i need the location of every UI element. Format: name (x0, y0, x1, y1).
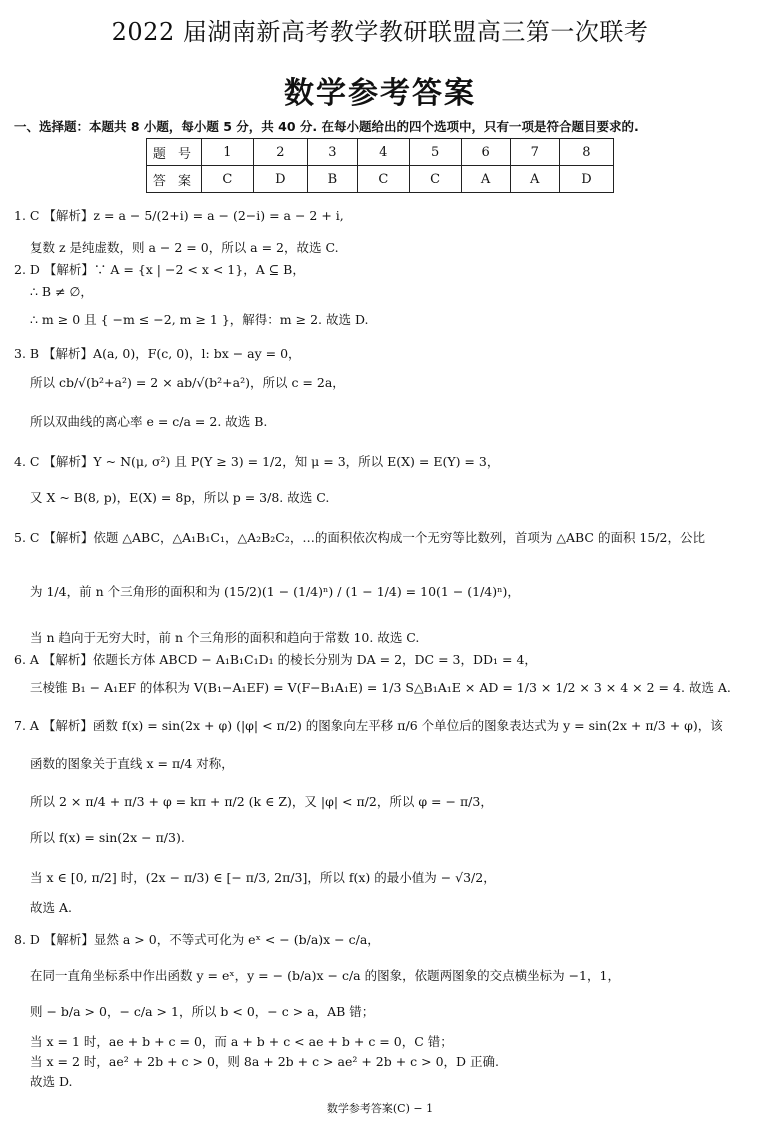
solution-line: 在同一直角坐标系中作出函数 y = eˣ，y = − (b/a)x − c/a 的图象，依题两图象的交点横坐标为 −1，1， (30, 968, 620, 983)
solution-line: 三棱锥 B₁ − A₁EF 的体积为 V(B₁−A₁EF) = V(F−B₁A₁E) = 1/3 S△B₁A₁E × AD = 1/3 × 1/2 × 3 × 4 × 2 = 4. 故选 A. (30, 680, 731, 695)
table-cell: D (253, 166, 307, 193)
table-cell: 6 (461, 139, 510, 166)
solution-line: 7. A 【解析】函数 f(x) = sin(2x + φ) (|φ| < π/2) 的图象向左平移 π/6 个单位后的图象表达式为 y = sin(2x + π/3 + φ)，该 (14, 718, 723, 733)
solution-line: 当 x = 1 时，ae + b + c = 0，而 a + b + c < ae + b + c = 0，C 错； (30, 1034, 453, 1049)
table-cell: 1 (202, 139, 254, 166)
solution-line: 故选 A. (30, 900, 72, 915)
table-cell: 4 (357, 139, 409, 166)
row-label-number: 题 号 (147, 139, 202, 166)
solution-line: 所以双曲线的离心率 e = c/a = 2. 故选 B. (30, 414, 268, 429)
table-cell: C (409, 166, 461, 193)
document-title: 数学参考答案 (284, 76, 476, 111)
solution-line: 当 x = 2 时，ae² + 2b + c > 0，则 8a + 2b + c > ae² + 2b + c > 0，D 正确. (30, 1054, 499, 1069)
table-cell: D (559, 166, 613, 193)
solution-line: 所以 f(x) = sin(2x − π/3). (30, 830, 185, 845)
solution-line: 又 X ~ B(8, p)，E(X) = 8p，所以 p = 3/8. 故选 C. (30, 490, 330, 505)
solution-line: 为 1/4，前 n 个三角形的面积和为 (15/2)(1 − (1/4)ⁿ) / (1 − 1/4) = 10(1 − (1/4)ⁿ)， (30, 584, 520, 599)
table-cell: A (510, 166, 559, 193)
solution-line: 则 − b/a > 0，− c/a > 1，所以 b < 0，− c > a，AB 错； (30, 1004, 375, 1019)
table-cell: 7 (510, 139, 559, 166)
table-cell: C (357, 166, 409, 193)
solution-line: 5. C 【解析】依题 △ABC，△A₁B₁C₁，△A₂B₂C₂，…的面积依次构成一个无穷等比数列，首项为 △ABC 的面积 15/2，公比 (14, 530, 705, 545)
answer-table (146, 138, 614, 193)
solution-line: 复数 z 是纯虚数，则 a − 2 = 0，所以 a = 2，故选 C. (30, 240, 339, 255)
table-cell: B (307, 166, 357, 193)
solution-line: 8. D 【解析】显然 a > 0，不等式可化为 eˣ < − (b/a)x − c/a， (14, 932, 380, 947)
answer-table-row-answers (147, 166, 614, 193)
table-cell: A (461, 166, 510, 193)
solution-line: 1. C 【解析】z = a − 5/(2+i) = a − (2−i) = a − 2 + i, (14, 208, 344, 223)
exam-header-title: 2022 届湖南新高考教学教研联盟高三第一次联考 (111, 18, 649, 46)
section-heading: 一、选择题：本题共 8 小题，每小题 5 分，共 40 分. 在每小题给出的四个选项中，只有一项是符合题目要求的. (14, 119, 639, 134)
solution-line: 3. B 【解析】A(a, 0)，F(c, 0)，l: bx − ay = 0， (14, 346, 301, 361)
row-label-answer: 答 案 (147, 166, 202, 193)
answer-table-row-numbers (147, 139, 614, 166)
solution-line: 6. A 【解析】依题长方体 ABCD − A₁B₁C₁D₁ 的棱长分别为 DA = 2，DC = 3，DD₁ = 4， (14, 652, 537, 667)
solution-line: 当 x ∈ [0, π/2] 时，(2x − π/3) ∈ [− π/3, 2π/3]，所以 f(x) 的最小值为 − √3/2， (30, 870, 496, 885)
table-cell: 5 (409, 139, 461, 166)
table-cell: 3 (307, 139, 357, 166)
solution-line: 当 n 趋向于无穷大时，前 n 个三角形的面积和趋向于常数 10. 故选 C. (30, 630, 420, 645)
solution-line: 函数的图象关于直线 x = π/4 对称， (30, 756, 234, 771)
solution-line: 所以 cb/√(b²+a²) = 2 × ab/√(b²+a²)，所以 c = 2a， (30, 375, 345, 390)
solution-line: 2. D 【解析】∵ A = {x | −2 < x < 1}，A ⊆ B， (14, 262, 305, 277)
page-footer: 数学参考答案(C) − 1 (326, 1102, 434, 1115)
solution-line: ∴ m ≥ 0 且 { −m ≤ −2, m ≥ 1 }，解得：m ≥ 2. 故选 D. (30, 312, 369, 327)
solution-line: 4. C 【解析】Y ~ N(μ, σ²) 且 P(Y ≥ 3) = 1/2，知 μ = 3，所以 E(X) = E(Y) = 3， (14, 454, 500, 469)
solution-line: 故选 D. (30, 1074, 73, 1089)
table-cell: 8 (559, 139, 613, 166)
solution-line: 所以 2 × π/4 + π/3 + φ = kπ + π/2 (k ∈ Z)，又 |φ| < π/2，所以 φ = − π/3， (30, 794, 493, 809)
table-cell: C (202, 166, 254, 193)
solution-line: ∴ B ≠ ∅， (30, 284, 93, 299)
table-cell: 2 (253, 139, 307, 166)
